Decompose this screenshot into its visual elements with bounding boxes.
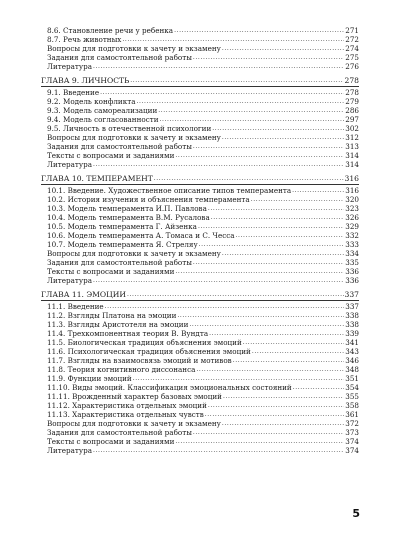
toc-entry-title: 11.11. Врожденный характер базовых эмоций <box>47 392 222 401</box>
dot-leader <box>93 276 344 285</box>
toc-entry-title: 10.3. Модель темперамента И.П. Павлова <box>47 204 207 213</box>
toc-entry-title: 11.8. Теория когнитивного диссонанса <box>47 365 196 374</box>
toc-entry-page: 314 <box>345 151 359 160</box>
dot-leader <box>193 428 344 437</box>
dot-leader <box>208 204 344 213</box>
toc-entry-page: 355 <box>345 392 359 401</box>
dot-leader <box>127 290 343 300</box>
dot-leader <box>222 44 344 53</box>
chapter-heading-page: 337 <box>344 290 359 299</box>
dot-leader <box>133 374 345 383</box>
toc-entry <box>41 213 359 222</box>
dot-leader <box>292 186 344 195</box>
dot-leader <box>196 365 344 374</box>
toc-entry <box>41 374 359 383</box>
toc-entry-page: 358 <box>345 401 359 410</box>
toc-entry-page: 338 <box>345 311 359 320</box>
toc-entry-title: 10.1. Введение. Художественное описание типов темперамента <box>47 186 292 195</box>
toc-entry-title: 8.6. Становление речи у ребенка <box>47 26 174 35</box>
chapter-heading-title: ГЛАВА 11. ЭМОЦИИ <box>41 290 127 299</box>
toc-entry-title: 11.9. Функции эмоций <box>47 374 132 383</box>
toc-entry-title: 11.7. Взгляды на взаимосвязь эмоций и мотивов <box>47 356 232 365</box>
toc-entry <box>41 267 359 276</box>
toc-entry-page: 346 <box>345 356 359 365</box>
page-number: 5 <box>352 507 360 520</box>
dot-leader <box>252 347 344 356</box>
toc-entry <box>41 258 359 267</box>
toc-entry-page: 275 <box>345 53 359 62</box>
toc-entry-title: Задания для самостоятельной работы <box>47 428 192 437</box>
toc-entry <box>41 392 359 401</box>
toc-entry-page: 313 <box>345 142 359 151</box>
dot-leader <box>193 258 344 267</box>
dot-leader <box>222 249 344 258</box>
toc-entry-title: 11.12. Характеристика отдельных эмоций <box>47 401 207 410</box>
toc-entry-title: 9.5. Личность в отечественной психологии <box>47 124 212 133</box>
toc-entry <box>41 410 359 419</box>
toc-entry <box>41 35 359 44</box>
toc-entry-title: 10.5. Модель темперамента Г. Айзенка <box>47 222 197 231</box>
toc-entry-title: Вопросы для подготовки к зачету и экзамену <box>47 249 221 258</box>
toc-entry-title: 11.13. Характеристика отдельных чувств <box>47 410 204 419</box>
dot-leader <box>205 410 344 419</box>
toc-entry-page: 333 <box>345 240 359 249</box>
toc-entry-page: 335 <box>345 258 359 267</box>
dot-leader <box>211 213 345 222</box>
dot-leader <box>177 311 344 320</box>
toc-entry <box>41 204 359 213</box>
dot-leader <box>175 267 344 276</box>
dot-leader <box>154 174 344 184</box>
toc-entry <box>41 231 359 240</box>
toc-entry-page: 343 <box>345 347 359 356</box>
toc-entry <box>41 276 359 285</box>
toc-entry <box>41 97 359 106</box>
toc-entry-page: 316 <box>345 186 359 195</box>
toc-entry-title: Вопросы для подготовки к зачету и экзамену <box>47 419 221 428</box>
toc-entry-title: Тексты с вопросами и заданиями <box>47 267 175 276</box>
toc-entry <box>41 320 359 329</box>
toc-entry <box>41 437 359 446</box>
toc-entry <box>41 160 359 169</box>
toc-entry-page: 326 <box>345 213 359 222</box>
toc-entry-title: 8.7. Речь животных <box>47 35 122 44</box>
chapter-heading <box>41 290 359 300</box>
toc-entry <box>41 249 359 258</box>
chapter-heading <box>41 76 359 86</box>
toc-entry <box>41 419 359 428</box>
toc-entry-title: 11.3. Взгляды Аристотеля на эмоции <box>47 320 189 329</box>
toc-entry <box>41 195 359 204</box>
dot-leader <box>222 419 344 428</box>
toc-entry-page: 373 <box>345 428 359 437</box>
dot-leader <box>223 392 344 401</box>
dot-leader <box>251 195 345 204</box>
dot-leader <box>175 151 344 160</box>
toc-entry-title: Литература <box>47 160 92 169</box>
toc-entry-title: 9.3. Модель самореализации <box>47 106 158 115</box>
toc-entry <box>41 142 359 151</box>
toc-entry <box>41 62 359 71</box>
dot-leader <box>93 62 344 71</box>
toc-entry-page: 339 <box>345 329 359 338</box>
toc-entry <box>41 26 359 35</box>
toc-entry-page: 320 <box>345 195 359 204</box>
toc-entry-page: 334 <box>345 249 359 258</box>
toc-entry <box>41 186 359 195</box>
toc-entry-page: 361 <box>345 410 359 419</box>
toc-entry <box>41 347 359 356</box>
toc-entry-title: Задания для самостоятельной работы <box>47 142 192 151</box>
dot-leader <box>222 133 344 142</box>
toc-entry-title: Вопросы для подготовки к зачету и экзамену <box>47 44 221 53</box>
dot-leader <box>158 106 344 115</box>
toc-entry <box>41 356 359 365</box>
toc-entry-title: Тексты с вопросами и заданиями <box>47 437 175 446</box>
dot-leader <box>209 329 344 338</box>
toc-entry-title: Задания для самостоятельной работы <box>47 258 192 267</box>
toc-entry-page: 374 <box>345 446 359 455</box>
dot-leader <box>212 124 344 133</box>
toc-entry-page: 279 <box>345 97 359 106</box>
toc-entry <box>41 151 359 160</box>
dot-leader <box>93 160 344 169</box>
toc-entry <box>41 124 359 133</box>
toc-entry-title: 10.4. Модель темперамента В.М. Русалова <box>47 213 210 222</box>
chapter-heading-title: ГЛАВА 10. ТЕМПЕРАМЕНТ <box>41 174 153 183</box>
toc-entry <box>41 44 359 53</box>
toc-entry-page: 351 <box>345 374 359 383</box>
dot-leader <box>199 240 345 249</box>
chapter-heading-page: 278 <box>344 76 359 85</box>
dot-leader <box>159 115 344 124</box>
toc-entry-page: 332 <box>345 231 359 240</box>
toc-entry-title: 9.2. Модель конфликта <box>47 97 136 106</box>
toc-entry-page: 341 <box>345 338 359 347</box>
toc-entry-title: 9.4. Модель согласованности <box>47 115 159 124</box>
dot-leader <box>193 142 344 151</box>
chapter-heading-page: 316 <box>344 174 359 183</box>
toc-entry-page: 274 <box>345 44 359 53</box>
toc-entry-title: Литература <box>47 276 92 285</box>
chapter-rule <box>41 300 359 301</box>
toc-entry-page: 312 <box>345 133 359 142</box>
toc-entry-page: 272 <box>345 35 359 44</box>
toc-entry <box>41 428 359 437</box>
toc-entry-title: 11.10. Виды эмоций. Классификация эмоциональных состояний <box>47 383 292 392</box>
toc-entry-title: 9.1. Введение <box>47 88 100 97</box>
toc-entry-title: Задания для самостоятельной работы <box>47 53 192 62</box>
dot-leader <box>198 222 344 231</box>
toc-entry-title: 11.1. Введение <box>47 302 104 311</box>
toc-entry <box>41 240 359 249</box>
toc-entry <box>41 311 359 320</box>
chapter-heading <box>41 174 359 184</box>
dot-leader <box>174 26 344 35</box>
toc-entry-page: 314 <box>345 160 359 169</box>
toc-entry-title: 10.7. Модель темперамента Я. Стреляу <box>47 240 198 249</box>
toc-entry-title: 11.2. Взгляды Платона на эмоции <box>47 311 177 320</box>
toc-entry <box>41 106 359 115</box>
toc-entry <box>41 115 359 124</box>
chapter-rule <box>41 86 359 87</box>
toc-entry-page: 329 <box>345 222 359 231</box>
dot-leader <box>243 338 345 347</box>
toc-entry-title: Вопросы для подготовки к зачету и экзамену <box>47 133 221 142</box>
toc-entry-page: 354 <box>345 383 359 392</box>
toc-entry-page: 336 <box>345 267 359 276</box>
toc-entry-page: 372 <box>345 419 359 428</box>
toc-entry <box>41 53 359 62</box>
toc-entry <box>41 88 359 97</box>
toc-entry-page: 348 <box>345 365 359 374</box>
dot-leader <box>208 401 344 410</box>
dot-leader <box>293 383 345 392</box>
toc-entry-page: 338 <box>345 320 359 329</box>
toc-entry-title: Литература <box>47 62 92 71</box>
dot-leader <box>105 302 345 311</box>
toc-entry-title: 10.2. История изучения и объяснения темперамента <box>47 195 250 204</box>
toc-entry-page: 297 <box>345 115 359 124</box>
toc-entry-page: 286 <box>345 106 359 115</box>
toc-entry <box>41 133 359 142</box>
dot-leader <box>233 356 345 365</box>
dot-leader <box>93 446 344 455</box>
toc-entry-page: 271 <box>345 26 359 35</box>
dot-leader <box>189 320 344 329</box>
toc-entry-page: 374 <box>345 437 359 446</box>
toc-entry <box>41 302 359 311</box>
dot-leader <box>175 437 344 446</box>
chapter-heading-title: ГЛАВА 9. ЛИЧНОСТЬ <box>41 76 130 85</box>
toc-entry <box>41 222 359 231</box>
table-of-contents <box>41 26 359 455</box>
toc-entry <box>41 383 359 392</box>
toc-entry <box>41 446 359 455</box>
toc-entry-title: Литература <box>47 446 92 455</box>
toc-entry-page: 276 <box>345 62 359 71</box>
toc-entry-page: 336 <box>345 276 359 285</box>
dot-leader <box>100 88 344 97</box>
toc-entry-page: 337 <box>345 302 359 311</box>
chapter-rule <box>41 184 359 185</box>
dot-leader <box>193 53 344 62</box>
toc-entry-title: 11.6. Психологическая традиция объяснения эмоций <box>47 347 251 356</box>
toc-entry <box>41 338 359 347</box>
toc-entry-page: 323 <box>345 204 359 213</box>
toc-entry-page: 302 <box>345 124 359 133</box>
toc-entry <box>41 329 359 338</box>
dot-leader <box>136 97 344 106</box>
toc-entry <box>41 401 359 410</box>
toc-entry-title: 11.4. Трехкомпонентная теория В. Вундта <box>47 329 209 338</box>
toc-entry-title: 10.6. Модель темперамента А. Томаса и С. Чесса <box>47 231 235 240</box>
dot-leader <box>236 231 345 240</box>
toc-entry-page: 278 <box>345 88 359 97</box>
toc-entry <box>41 365 359 374</box>
toc-entry-title: Тексты с вопросами и заданиями <box>47 151 175 160</box>
dot-leader <box>130 76 343 86</box>
toc-entry-title: 11.5. Биологическая традиция объяснения эмоций <box>47 338 242 347</box>
dot-leader <box>122 35 344 44</box>
